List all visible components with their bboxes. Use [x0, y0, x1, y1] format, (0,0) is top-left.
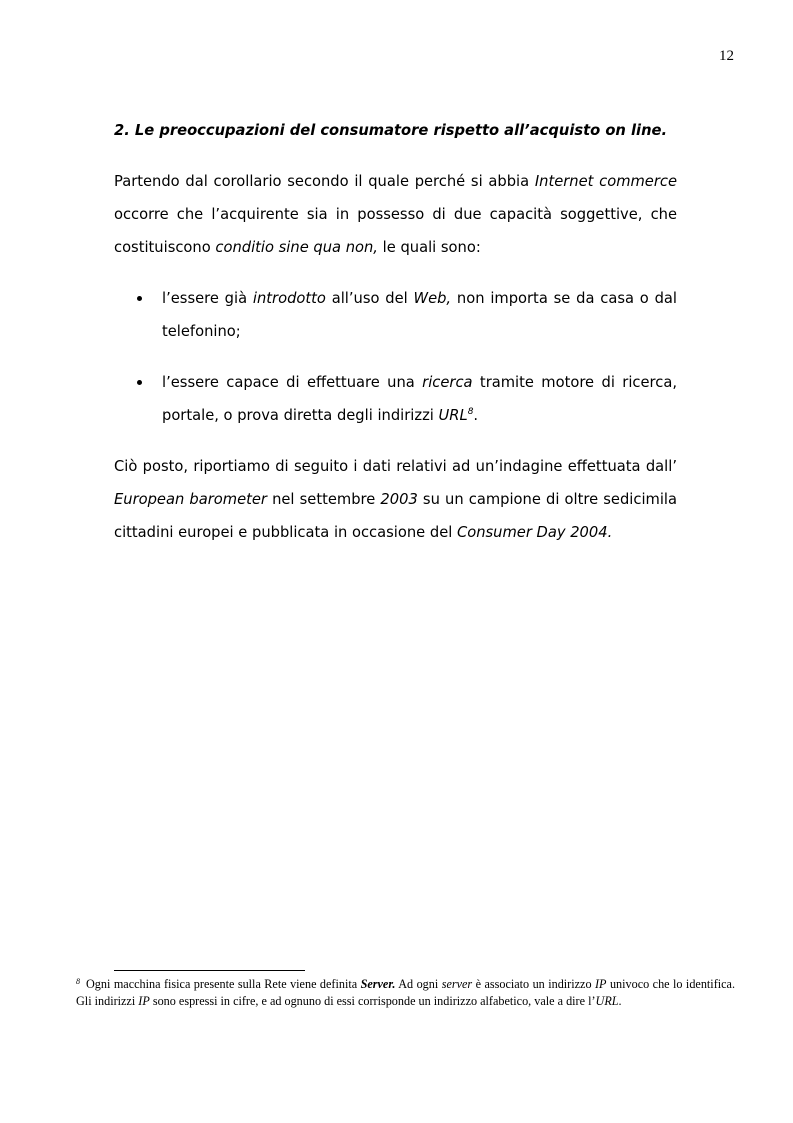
- list-item: [114, 282, 677, 348]
- intro-text-1: Partendo dal corollario secondo il quale perché si abbia: [114, 173, 535, 190]
- page-number: 12: [719, 48, 734, 64]
- intro-paragraph: [114, 165, 677, 264]
- footnote-term: IP: [594, 977, 607, 991]
- intro-term-conditio: conditio sine qua non,: [215, 239, 378, 256]
- footnote-reference[interactable]: 8: [467, 407, 474, 417]
- footnote: [76, 976, 735, 1010]
- bullet-icon: [137, 296, 142, 301]
- footnote-text: Ad ogni: [395, 977, 442, 991]
- list-item-text: all’uso del: [325, 290, 414, 307]
- list-item-text: .: [473, 407, 479, 424]
- intro-text-2: occorre che l’acquirente sia in possesso di due capacità soggettive, che costituiscono: [114, 206, 677, 256]
- list-item-text: l’essere già: [162, 290, 253, 307]
- footnote-text: sono espressi in cifre, e ad ognuno di essi corrisponde un indirizzo alfabetico, vale a dire l’: [149, 994, 596, 1008]
- list-item: [114, 366, 677, 432]
- footnote-divider: [114, 970, 305, 971]
- section-heading: 2. Le preoccupazioni del consumatore rispetto all’acquisto on line.: [114, 122, 668, 139]
- main-content: [114, 118, 677, 549]
- closing-term-european-barometer: European barometer: [114, 491, 267, 508]
- closing-term-consumer-day: Consumer Day 2004.: [456, 524, 613, 541]
- list-item-text: l’essere capace di effettuare una: [162, 374, 423, 391]
- footnote-term-server: Server.: [360, 977, 396, 991]
- footnote-text: è associato un indirizzo: [472, 977, 595, 991]
- footnote-text: Ogni macchina fisica presente sulla Rete viene definita: [86, 977, 361, 991]
- intro-text-3: le quali sono:: [377, 239, 481, 256]
- list-item-text: tramite motore di ricerca, portale, o prova diretta degli indirizzi: [162, 374, 677, 424]
- list-item-term: introdotto: [252, 290, 326, 307]
- bullet-list: [114, 282, 677, 432]
- footnote-term: IP: [138, 994, 150, 1008]
- footnote-term: URL: [595, 994, 619, 1008]
- list-item-text: non importa se da casa o dal telefonino;: [162, 290, 677, 340]
- footnote-text: .: [618, 994, 622, 1008]
- closing-paragraph: [114, 450, 677, 549]
- closing-text-3: su un campione di oltre sedicimila cittadini europei e pubblicata in occasione del: [114, 491, 677, 541]
- closing-term-year: 2003: [380, 491, 418, 508]
- footnote-text: univoco che lo identifica. Gli indirizzi: [76, 977, 736, 1008]
- list-item-term: URL: [438, 407, 468, 424]
- list-item-term: ricerca: [422, 374, 473, 391]
- list-item-term: Web,: [413, 290, 452, 307]
- closing-text-1: Ciò posto, riportiamo di seguito i dati relativi ad un’indagine effettuata dall’: [114, 458, 677, 475]
- bullet-icon: [137, 380, 142, 385]
- footnote-term: server: [441, 977, 473, 991]
- closing-text-2: nel settembre: [266, 491, 381, 508]
- intro-term-internet-commerce: Internet commerce: [534, 173, 677, 190]
- footnote-number: 8: [76, 977, 80, 986]
